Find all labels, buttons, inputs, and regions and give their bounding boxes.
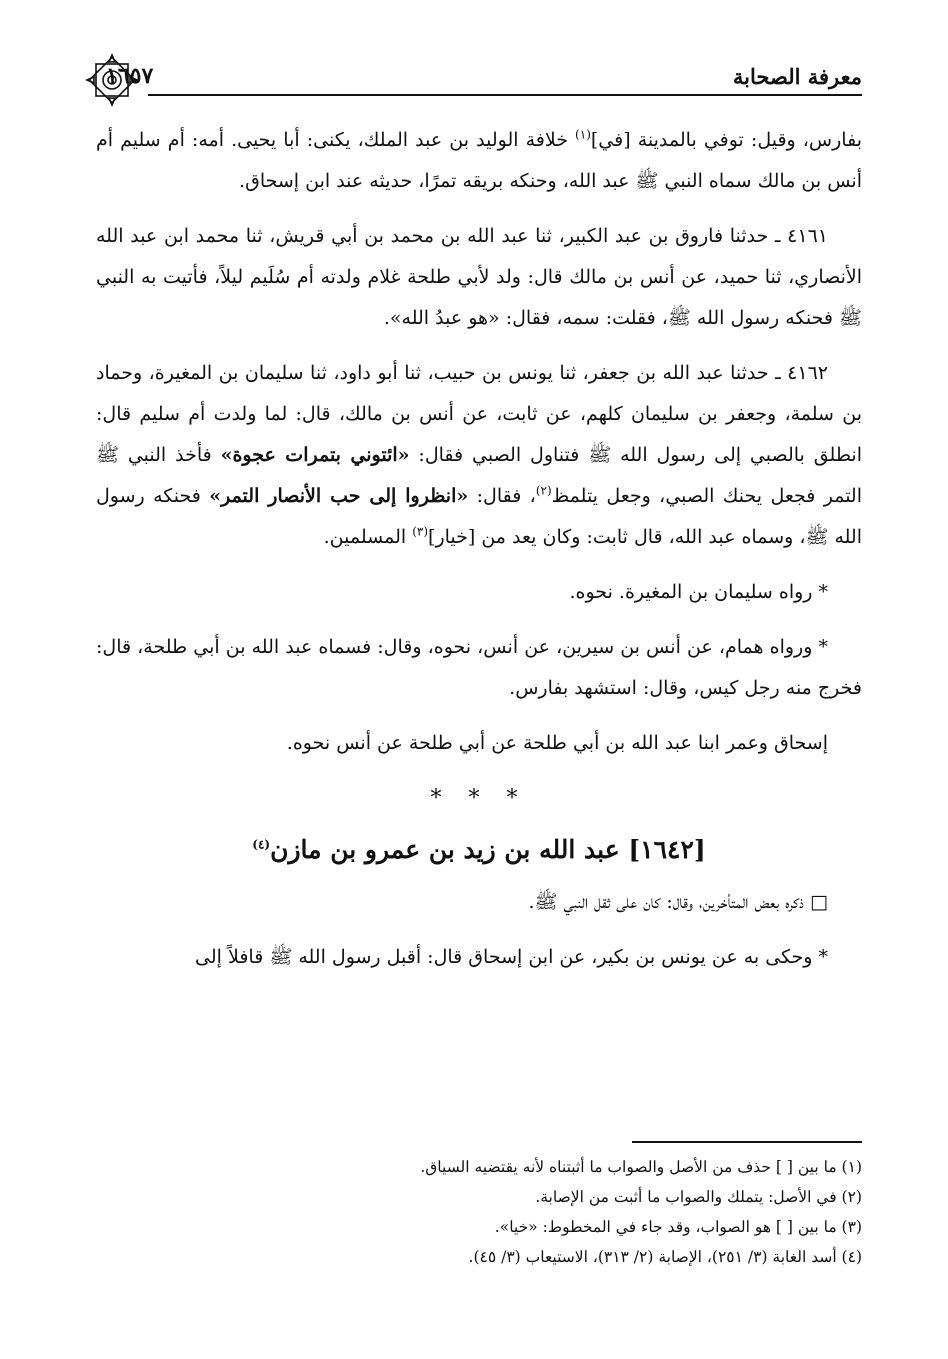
- footnote-rule: [632, 1141, 862, 1143]
- footnote: (١) ما بين [ ] حذف من الأصل والصواب ما أثبتناه لأنه يقتضيه السياق.: [420, 1158, 862, 1176]
- entry-note: * وحكى به عن يونس بن بكير، عن ابن إسحاق قال: أقبل رسول الله ﷺ قافلاً إلى: [195, 946, 828, 968]
- page-number: ١٦٥٧: [106, 63, 154, 89]
- section-heading: [١٦٤٢] عبد الله بن زيد بن عمرو بن مازن$^{(٤)}$: [252, 835, 706, 864]
- narration-note: * رواه سليمان بن المغيرة. نحوه.: [569, 581, 828, 603]
- footnote: (٤) أسد الغابة (٣/ ٢٥١)، الإصابة (٢/ ٣١٣)، الاستيعاب (٣/ ٤٥).: [468, 1248, 862, 1266]
- page-header: [60, 58, 862, 94]
- narration-note: إسحاق وعمر ابنا عبد الله بن أبي طلحة عن أبي طلحة عن أنس نحوه.: [286, 732, 828, 754]
- narration-note: * ورواه همام، عن أنس بن سيرين، عن أنس، نحوه، وقال: فسماه عبد الله بن أبي طلحة، قال: فخرج منه رجل كيس، وقال: استشهد بفارس.: [96, 636, 862, 699]
- main-text: [96, 120, 862, 992]
- hadith-4161: ٤١٦١ ـ حدثنا فاروق بن عبد الكبير، ثنا عبد الله بن محمد بن أبي قريش، ثنا محمد ابن عبد الله الأنصاري، ثنا حميد، عن أنس بن مالك قال: ولد لأبي طلحة غلام ولدته أم سُلَيم ليلاً، فأتيت به النبي ﷺ فحنكه رسول الله ﷺ، فقلت: سمه، فقال: «هو عبدُ الله».: [96, 225, 862, 329]
- paragraph: بفارس، وقيل: توفي بالمدينة [في]$^{(١)}$ خلافة الوليد بن عبد الملك، يكنى: أبا يحيى. أمه: أم سليم أم أنس بن مالك سماه النبي ﷺ عبد الله، وحنكه بريقه تمرًا، حديثه عند ابن إسحاق.: [96, 127, 862, 192]
- footnote-ref: (٣): [412, 524, 429, 539]
- footnote-ref: (٤): [252, 837, 271, 852]
- section-separator: * * *: [430, 786, 528, 811]
- footnote: (٢) في الأصل: يتملك والصواب ما أثبت من الإصابة.: [535, 1188, 862, 1206]
- footnote: (٣) ما بين [ ] هو الصواب، وقد جاء في المخطوط: «خيا».: [494, 1218, 862, 1236]
- footnote-ref: (٢): [535, 483, 552, 498]
- entry-note: □ ذكره بعض المتأخرين، وقال: كان على ثقل النبي ﷺ.: [528, 891, 828, 913]
- hadith-4162: ٤١٦٢ ـ حدثنا عبد الله بن جعفر، ثنا يونس بن حبيب، ثنا أبو داود، ثنا سليمان بن المغيرة، وحماد بن سلمة، وجعفر بن سليمان كلهم، عن ثابت، عن أنس بن مالك، قال: لما ولدت أم سليم قال: انطلق بالصبي إلى رسول الله ﷺ فتناول الصبي فقال: «ائتوني بتمرات عجوة» فأخذ النبي ﷺ التمر فجعل يحنك الصبي، وجعل يتلمظ$^{(٢)}$، فقال: «انظروا إلى حب الأنصار التمر» فحنكه رسول الله ﷺ، وسماه عبد الله، قال ثابت: وكان يعد من [خيار]$^{(٣)}$ المسلمين.: [96, 362, 862, 548]
- bold-quote: «انظروا إلى حب الأنصار التمر»: [209, 485, 469, 507]
- header-rule: [148, 94, 862, 96]
- footnotes: [96, 1152, 862, 1272]
- footnote-ref: (١): [575, 127, 591, 142]
- bold-quote: «ائتوني بتمرات عجوة»: [220, 444, 410, 466]
- running-title: معرفة الصحابة: [732, 63, 862, 89]
